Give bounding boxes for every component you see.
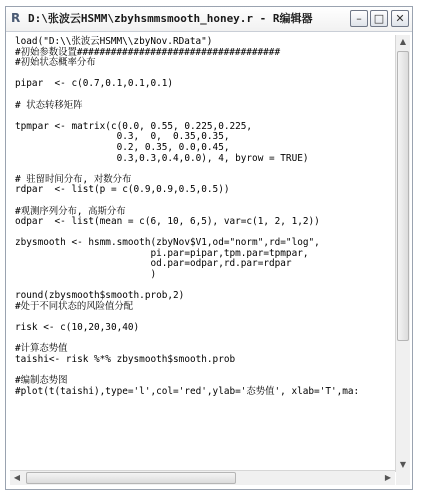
vertical-scroll-thumb[interactable]	[397, 51, 409, 341]
code-line[interactable]: )	[15, 269, 157, 281]
code-line[interactable]: #初始状态概率分布	[15, 57, 96, 69]
code-line[interactable]: od.par=odpar,rd.par=rdpar	[15, 258, 292, 270]
code-line[interactable]: 0.3,0.3,0.4,0.0), 4, byrow = TRUE)	[15, 152, 309, 164]
code-line[interactable]: #计算态势值	[15, 343, 68, 355]
horizontal-scroll-thumb[interactable]	[26, 472, 236, 484]
code-editor[interactable]	[10, 35, 393, 470]
r-editor-window	[5, 6, 413, 490]
code-line[interactable]: #初始参数设置####################################	[15, 46, 281, 58]
code-line[interactable]: odpar <- list(mean = c(6, 10, 6,5), var=c(1, 2, 1,2))	[15, 216, 320, 228]
code-line[interactable]: #plot(t(taishi),type='l',col='red',ylab='态势值', xlab='T',ma:	[15, 385, 360, 397]
code-line[interactable]: #观测序列分布, 高斯分布	[15, 205, 126, 217]
code-line[interactable]: # 驻留时间分布, 对数分布	[15, 173, 132, 185]
code-line[interactable]: round(zbysmooth$smooth.prob,2)	[15, 290, 185, 302]
minimize-button[interactable]: –	[350, 10, 368, 27]
code-line[interactable]: tpmpar <- matrix(c(0.0, 0.55, 0.225,0.225,	[15, 120, 253, 132]
code-line[interactable]: load("D:\\张波云HSMM\\zbyNov.RData")	[15, 36, 213, 47]
code-line[interactable]: #处于不同状态的风险值分配	[15, 300, 134, 312]
code-line[interactable]: # 状态转移矩阵	[15, 99, 83, 111]
scroll-left-arrow-icon[interactable]: ◀	[13, 473, 21, 482]
window-title: D:\张波云HSMM\zbyhsmmsmooth_honey.r - R编辑器	[28, 12, 313, 25]
maximize-button[interactable]: □	[370, 10, 388, 27]
code-line[interactable]: #编制态势图	[15, 375, 68, 386]
scroll-right-arrow-icon[interactable]: ▶	[384, 473, 392, 482]
code-line[interactable]: 0.2, 0.35, 0.0,0.45,	[15, 141, 230, 153]
code-line[interactable]: zbysmooth <- hsmm.smooth(zbyNov$V1,od="norm",rd="log",	[15, 237, 320, 249]
r-app-icon: R	[11, 11, 21, 25]
code-line[interactable]: pipar <- c(0.7,0.1,0.1,0.1)	[15, 78, 174, 90]
scroll-down-arrow-icon[interactable]: ▼	[399, 460, 407, 469]
code-line[interactable]: taishi<- risk %*% zbysmooth$smooth.prob	[15, 353, 236, 365]
horizontal-scrollbar[interactable]	[10, 470, 395, 485]
title-bar[interactable]	[6, 7, 412, 32]
code-line[interactable]: 0.3, 0, 0.35,0.35,	[15, 131, 230, 143]
code-line[interactable]: rdpar <- list(p = c(0.9,0.9,0.5,0.5))	[15, 184, 230, 196]
code-line[interactable]: risk <- c(10,20,30,40)	[15, 322, 140, 334]
vertical-scrollbar[interactable]	[395, 35, 410, 472]
scroll-up-arrow-icon[interactable]: ▲	[399, 37, 407, 46]
close-button[interactable]: ✕	[391, 10, 409, 27]
code-text[interactable]	[10, 35, 393, 397]
scrollbar-corner	[396, 471, 410, 485]
code-line[interactable]: pi.par=pipar,tpm.par=tpmpar,	[15, 247, 309, 259]
